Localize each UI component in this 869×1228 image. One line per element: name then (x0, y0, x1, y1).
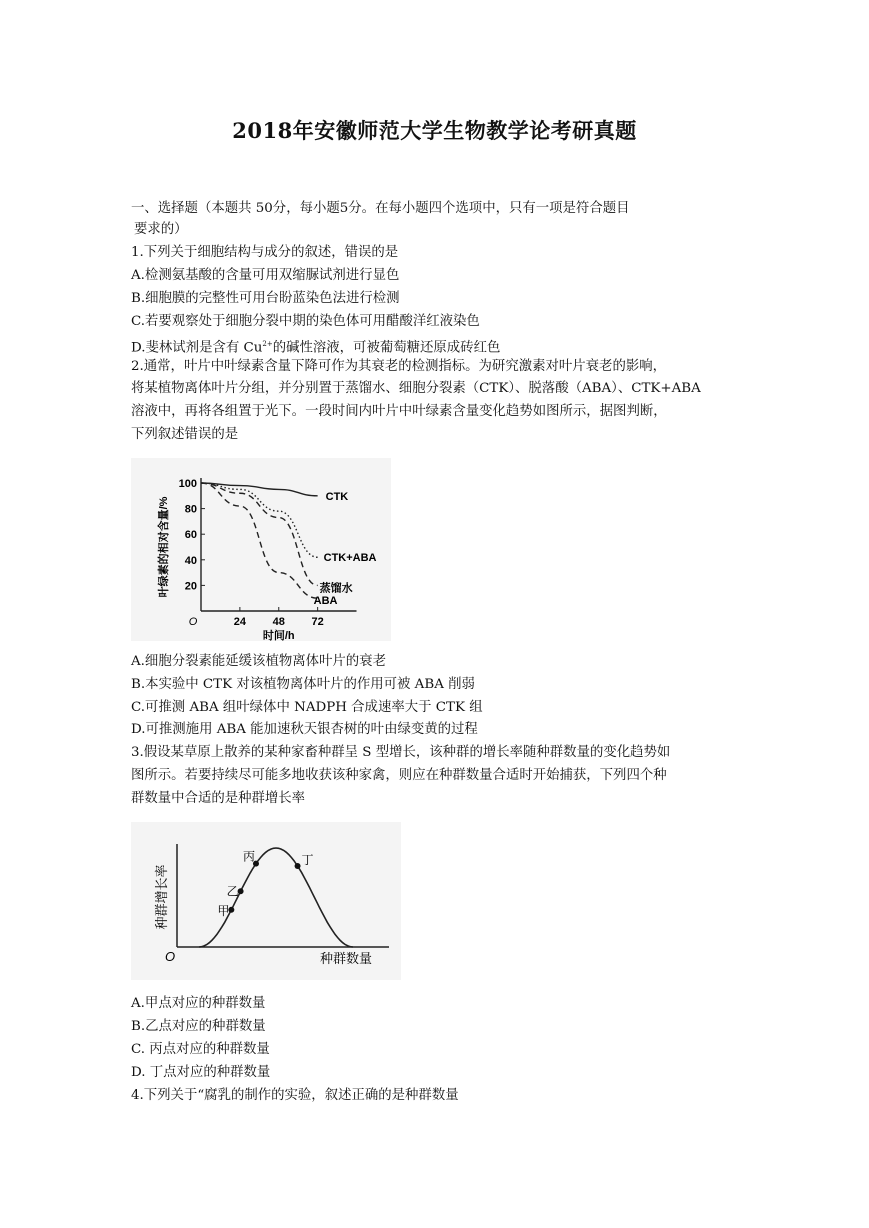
y-tick-label: 60 (184, 529, 197, 542)
origin-label: O (164, 949, 176, 964)
curve-point-label: 丁 (301, 852, 314, 867)
x-tick-label: 48 (272, 616, 285, 628)
series-label: CTK+ABA (323, 552, 377, 565)
q1-option-d (131, 335, 500, 357)
q1-stem: 1.下列关于细胞结构与成分的叙述，错误的是 (131, 245, 399, 260)
q3-stem-line-1: 3.假设某草原上散养的某种家畜种群呈 S 型增长，该种群的增长率随种群数量的变化趋势如 (131, 745, 671, 760)
q1-option-d-post: 的碱性溶液，可被葡萄糖还原成砖红色 (272, 340, 501, 356)
q3-option-c: C. 丙点对应的种群数量 (131, 1042, 270, 1057)
q1-option-d-sup: 2+ (262, 340, 273, 348)
q2-option-c: C.可推测 ABA 组叶绿体中 NADPH 合成速率大于 CTK 组 (131, 700, 483, 715)
q4-stem: 4.下列关于“腐乳的制作的实验，叙述正确的是种群数量 (131, 1088, 459, 1103)
series-label: CTK (325, 490, 349, 503)
q1-option-b: B.细胞膜的完整性可用台盼蓝染色法进行检测 (131, 291, 400, 306)
page-title: 2018年安徽师范大学生物教学论考研真题 (232, 118, 637, 143)
series-label: 蒸馏水 (319, 582, 353, 595)
curve-point-label: 甲 (217, 903, 230, 918)
q3-stem-line-2: 图所示。若要持续尽可能多地收获该种家禽，则应在种群数量合适时开始捕获，下列四个种 (131, 768, 667, 783)
q2-stem-line-3: 溶液中，再将各组置于光下。一段时间内叶片中叶绿素含量变化趋势如图所示，据图判断， (131, 404, 667, 419)
x-tick-label: 72 (311, 616, 324, 628)
x-axis-label: 种群数量 (319, 951, 373, 966)
q1-option-c: C.若要观察处于细胞分裂中期的染色体可用醋酸洋红液染色 (131, 314, 480, 329)
q3-stem-line-3: 群数量中合适的是种群增长率 (131, 791, 306, 806)
section-heading: 一、选择题（本题共 50分，每小题5分。在每小题四个选项中，只有一项是符合题目 (131, 201, 630, 216)
y-tick-label: 40 (184, 554, 197, 567)
figure-background (131, 458, 391, 641)
series-label: ABA (313, 595, 338, 608)
y-tick-label: 80 (184, 503, 197, 516)
curve-point-label: 丙 (242, 849, 255, 864)
q2-option-d: D.可推测施用 ABA 能加速秋天银杏树的叶由绿变黄的过程 (131, 722, 478, 737)
q2-stem-line-4: 下列叙述错误的是 (131, 427, 239, 442)
y-tick-label: 100 (178, 478, 197, 490)
q2-option-a: A.细胞分裂素能延缓该植物离体叶片的衰老 (131, 654, 386, 669)
q1-option-a: A.检测氨基酸的含量可用双缩脲试剂进行显色 (131, 268, 400, 283)
chlorophyll-chart (131, 458, 391, 641)
q2-option-b: B.本实验中 CTK 对该植物离体叶片的作用可被 ABA 削弱 (131, 677, 475, 692)
growth-rate-chart (131, 822, 401, 980)
x-tick-label: 24 (233, 616, 247, 628)
y-tick-label: 20 (184, 580, 197, 593)
q2-stem-line-1: 2.通常，叶片中叶绿素含量下降可作为其衰老的检测指标。为研究激素对叶片衰老的影响， (131, 359, 667, 374)
x-axis-label: 时间/h (262, 630, 295, 641)
q3-option-a: A.甲点对应的种群数量 (131, 996, 266, 1011)
curve-point-marker (295, 863, 301, 869)
y-axis-label: 种群增长率 (154, 864, 169, 930)
section-heading-continued: 要求的） (134, 222, 188, 237)
q2-stem-line-2: 将某植物离体叶片分组，并分别置于蒸馏水、细胞分裂素（CTK）、脱落酸（ABA）、CTK+ABA (131, 381, 701, 396)
origin-label: O (188, 616, 198, 628)
q3-option-b: B.乙点对应的种群数量 (131, 1019, 266, 1034)
q1-option-d-pre: D.斐林试剂是含有 Cu (131, 340, 263, 356)
curve-point-label: 乙 (226, 884, 239, 899)
y-axis-label: 叶绿素的相对含量/% (158, 496, 170, 598)
q3-option-d: D. 丁点对应的种群数量 (131, 1065, 271, 1080)
